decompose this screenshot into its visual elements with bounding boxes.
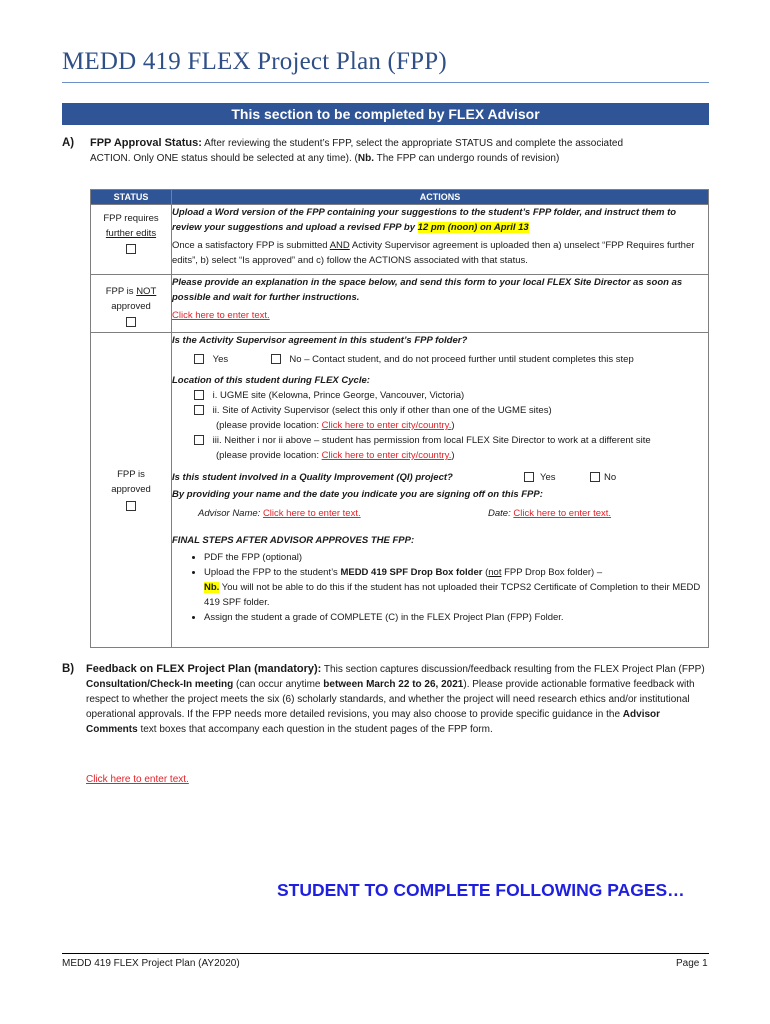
location-option-other — [194, 433, 708, 448]
location-question: Location of this student during FLEX Cycle: — [172, 375, 370, 386]
status-approved-line1: FPP is — [117, 468, 145, 480]
section-b-dates: between March 22 to 26, 2021 — [323, 679, 464, 690]
supervisor-no-checkbox[interactable] — [271, 354, 281, 364]
not-approved-checkbox[interactable] — [126, 317, 136, 327]
date-field[interactable]: Click here to enter text. — [513, 508, 612, 519]
location-supervisor-label: ii. Site of Activity Supervisor (select this only if other than one of the UGME sites) — [212, 405, 552, 416]
student-section-notice: STUDENT TO COMPLETE FOLLOWING PAGES… — [277, 880, 685, 900]
step-2-not: not — [488, 567, 502, 578]
supervisor-yes-label: Yes — [212, 354, 229, 365]
requires-edits-instruction-text: Upload a Word version of the FPP containing your suggestions to the student’s FPP folder, and instruct them to review your suggestions and upload a revised FPP by — [172, 207, 677, 233]
note-and: AND — [329, 240, 350, 251]
actions-not-approved — [172, 275, 709, 333]
status-requires-edits-line2: further edits — [105, 228, 157, 239]
section-b-meeting: Consultation/Check-In meeting — [86, 679, 234, 690]
location-supervisor-sub-text: (please provide location: — [216, 420, 322, 431]
status-approved-line2: approved — [111, 483, 151, 495]
section-a-nb: Nb. — [357, 153, 374, 164]
step-2-nb: Nb. — [204, 582, 220, 593]
not-approved-instruction: Please provide an explanation in the space below, and send this form to your local FLEX Site Director as soon as possible and wait for further instructions. — [172, 277, 683, 303]
final-step-1: • PDF the FPP (optional) — [204, 550, 708, 565]
section-b-body — [86, 662, 710, 737]
footer-divider — [62, 953, 709, 954]
status-not-approved — [91, 275, 172, 333]
location-other-close: ) — [451, 450, 455, 461]
note-text-a: Once a satisfactory FPP is submitted — [172, 240, 330, 251]
qi-no-label: No — [604, 472, 617, 483]
footer-document-name: MEDD 419 FLEX Project Plan (AY2020) — [62, 958, 240, 969]
not-approved-explanation-field[interactable]: Click here to enter text. — [172, 310, 270, 321]
status-approved — [91, 333, 172, 648]
section-b-heading: Feedback on FLEX Project Plan (mandatory): — [86, 663, 322, 675]
requires-edits-instruction — [172, 205, 708, 235]
location-other-sub-text: (please provide location: — [216, 450, 322, 461]
section-a-heading: FPP Approval Status: — [90, 137, 202, 149]
advisor-section-banner: This section to be completed by FLEX Advisor — [62, 103, 709, 125]
step-2-text-a: Upload the FPP to the student’s — [204, 567, 341, 578]
supervisor-agreement-options — [194, 352, 708, 367]
location-supervisor-close: ) — [451, 420, 455, 431]
section-b-text-1: This section captures discussion/feedback resulting from the FLEX Project Plan (FPP) — [321, 664, 705, 675]
location-option-supervisor — [194, 403, 708, 418]
status-requires-edits-line1: FPP requires — [103, 213, 159, 224]
actions-requires-edits — [172, 205, 709, 275]
qi-no-checkbox[interactable] — [590, 472, 600, 482]
section-b-label: B) — [62, 663, 75, 675]
supervisor-agreement-question: Is the Activity Supervisor agreement in this student’s FPP folder? — [172, 335, 468, 346]
section-a-intro-line2a: ACTION. Only ONE status should be selected at any time). ( — [90, 153, 358, 164]
advisor-name-label: Advisor Name: — [198, 508, 263, 519]
location-supervisor-sub — [216, 418, 708, 433]
section-b-text-4: text boxes that accompany each question in the student pages of the FPP form. — [137, 724, 493, 735]
status-not-approved-prefix: FPP is — [105, 286, 137, 297]
status-not-word: NOT — [136, 286, 157, 297]
step-2-text-e: You will not be able to do this if the student has not uploaded their TCPS2 Certificate of Completion to their MEDD 419 SPF folder. — [204, 582, 701, 608]
supervisor-no-label: No – Contact student, and do not proceed further until student completes this step — [289, 354, 634, 365]
status-not-approved-line2: approved — [111, 301, 151, 312]
status-column-header: STATUS — [91, 190, 172, 205]
footer-page-number: Page 1 — [676, 958, 708, 969]
document-title: MEDD 419 FLEX Project Plan (FPP) — [62, 48, 447, 75]
actions-column-header: ACTIONS — [172, 190, 709, 205]
status-requires-edits — [91, 205, 172, 275]
section-b-text-3: ). Please provide actionable formative feedback with respect to whether the project meets the six (6) scholarly standards, and whether the project will need research ethics and/or institutional operational approvals. If the FPP needs more detailed revisions, you may also choose to provide specific guidance in the — [86, 679, 695, 720]
section-a-label: A) — [62, 137, 75, 149]
requires-edits-note — [172, 238, 708, 268]
step-2-text-c: ( — [482, 567, 489, 578]
note-text-b: Activity Supervisor agreement is uploaded then a) unselect “FPP Requires further edits”, b) select “Is approved” and c) follow the ACTIONS associated with that status. — [172, 240, 695, 266]
final-step-3: • Assign the student a grade of COMPLETE (C) in the FLEX Project Plan (FPP) Folder. — [204, 610, 708, 625]
step-2-folder: MEDD 419 SPF Drop Box folder — [340, 567, 483, 578]
section-b-text-2: (can occur anytime — [233, 679, 324, 690]
step-2-text-d: FPP Drop Box folder) – — [501, 567, 603, 578]
section-a-intro — [90, 136, 710, 166]
feedback-field[interactable]: Click here to enter text. — [86, 774, 189, 785]
final-step-2 — [204, 565, 708, 610]
date-label: Date: — [488, 508, 514, 519]
actions-approved — [172, 333, 709, 648]
qi-yes-checkbox[interactable] — [524, 472, 534, 482]
status-not-approved-line1 — [91, 284, 171, 299]
location-supervisor-checkbox[interactable] — [194, 405, 204, 415]
revision-deadline: 12 pm (noon) on April 13 — [417, 222, 529, 233]
qi-yes-label: Yes — [540, 472, 556, 483]
location-ugme-label: i. UGME site (Kelowna, Prince George, Vancouver, Victoria) — [212, 390, 465, 401]
requires-edits-checkbox[interactable] — [126, 244, 136, 254]
advisor-name-field[interactable]: Click here to enter text. — [262, 508, 361, 519]
section-a-intro-line2b: The FPP can undergo rounds of revision) — [374, 153, 560, 164]
section-a-intro-line1: After reviewing the student’s FPP, select the appropriate STATUS and complete the associated — [201, 138, 624, 149]
location-supervisor-city-field[interactable]: Click here to enter city/country. — [321, 420, 452, 431]
section-b-advisor-comments: Advisor Comments — [86, 709, 661, 735]
supervisor-yes-checkbox[interactable] — [194, 354, 204, 364]
title-divider — [62, 82, 709, 83]
approval-status-table — [90, 189, 709, 648]
final-steps-heading: FINAL STEPS AFTER ADVISOR APPROVES THE FPP: — [172, 535, 415, 546]
signoff-fields — [172, 506, 708, 521]
qi-question-row — [172, 470, 708, 485]
location-option-ugme — [194, 388, 708, 403]
location-other-label: iii. Neither i nor ii above – student has permission from local FLEX Site Director to work at a different site — [212, 435, 651, 446]
final-steps-list — [172, 550, 708, 625]
location-other-checkbox[interactable] — [194, 435, 204, 445]
approved-checkbox[interactable] — [126, 501, 136, 511]
location-other-city-field[interactable]: Click here to enter city/country. — [321, 450, 452, 461]
location-ugme-checkbox[interactable] — [194, 390, 204, 400]
location-other-sub — [216, 448, 708, 463]
signoff-statement: By providing your name and the date you indicate you are signing off on this FPP: — [172, 489, 543, 500]
qi-question: Is this student involved in a Quality Improvement (QI) project? — [172, 472, 453, 483]
